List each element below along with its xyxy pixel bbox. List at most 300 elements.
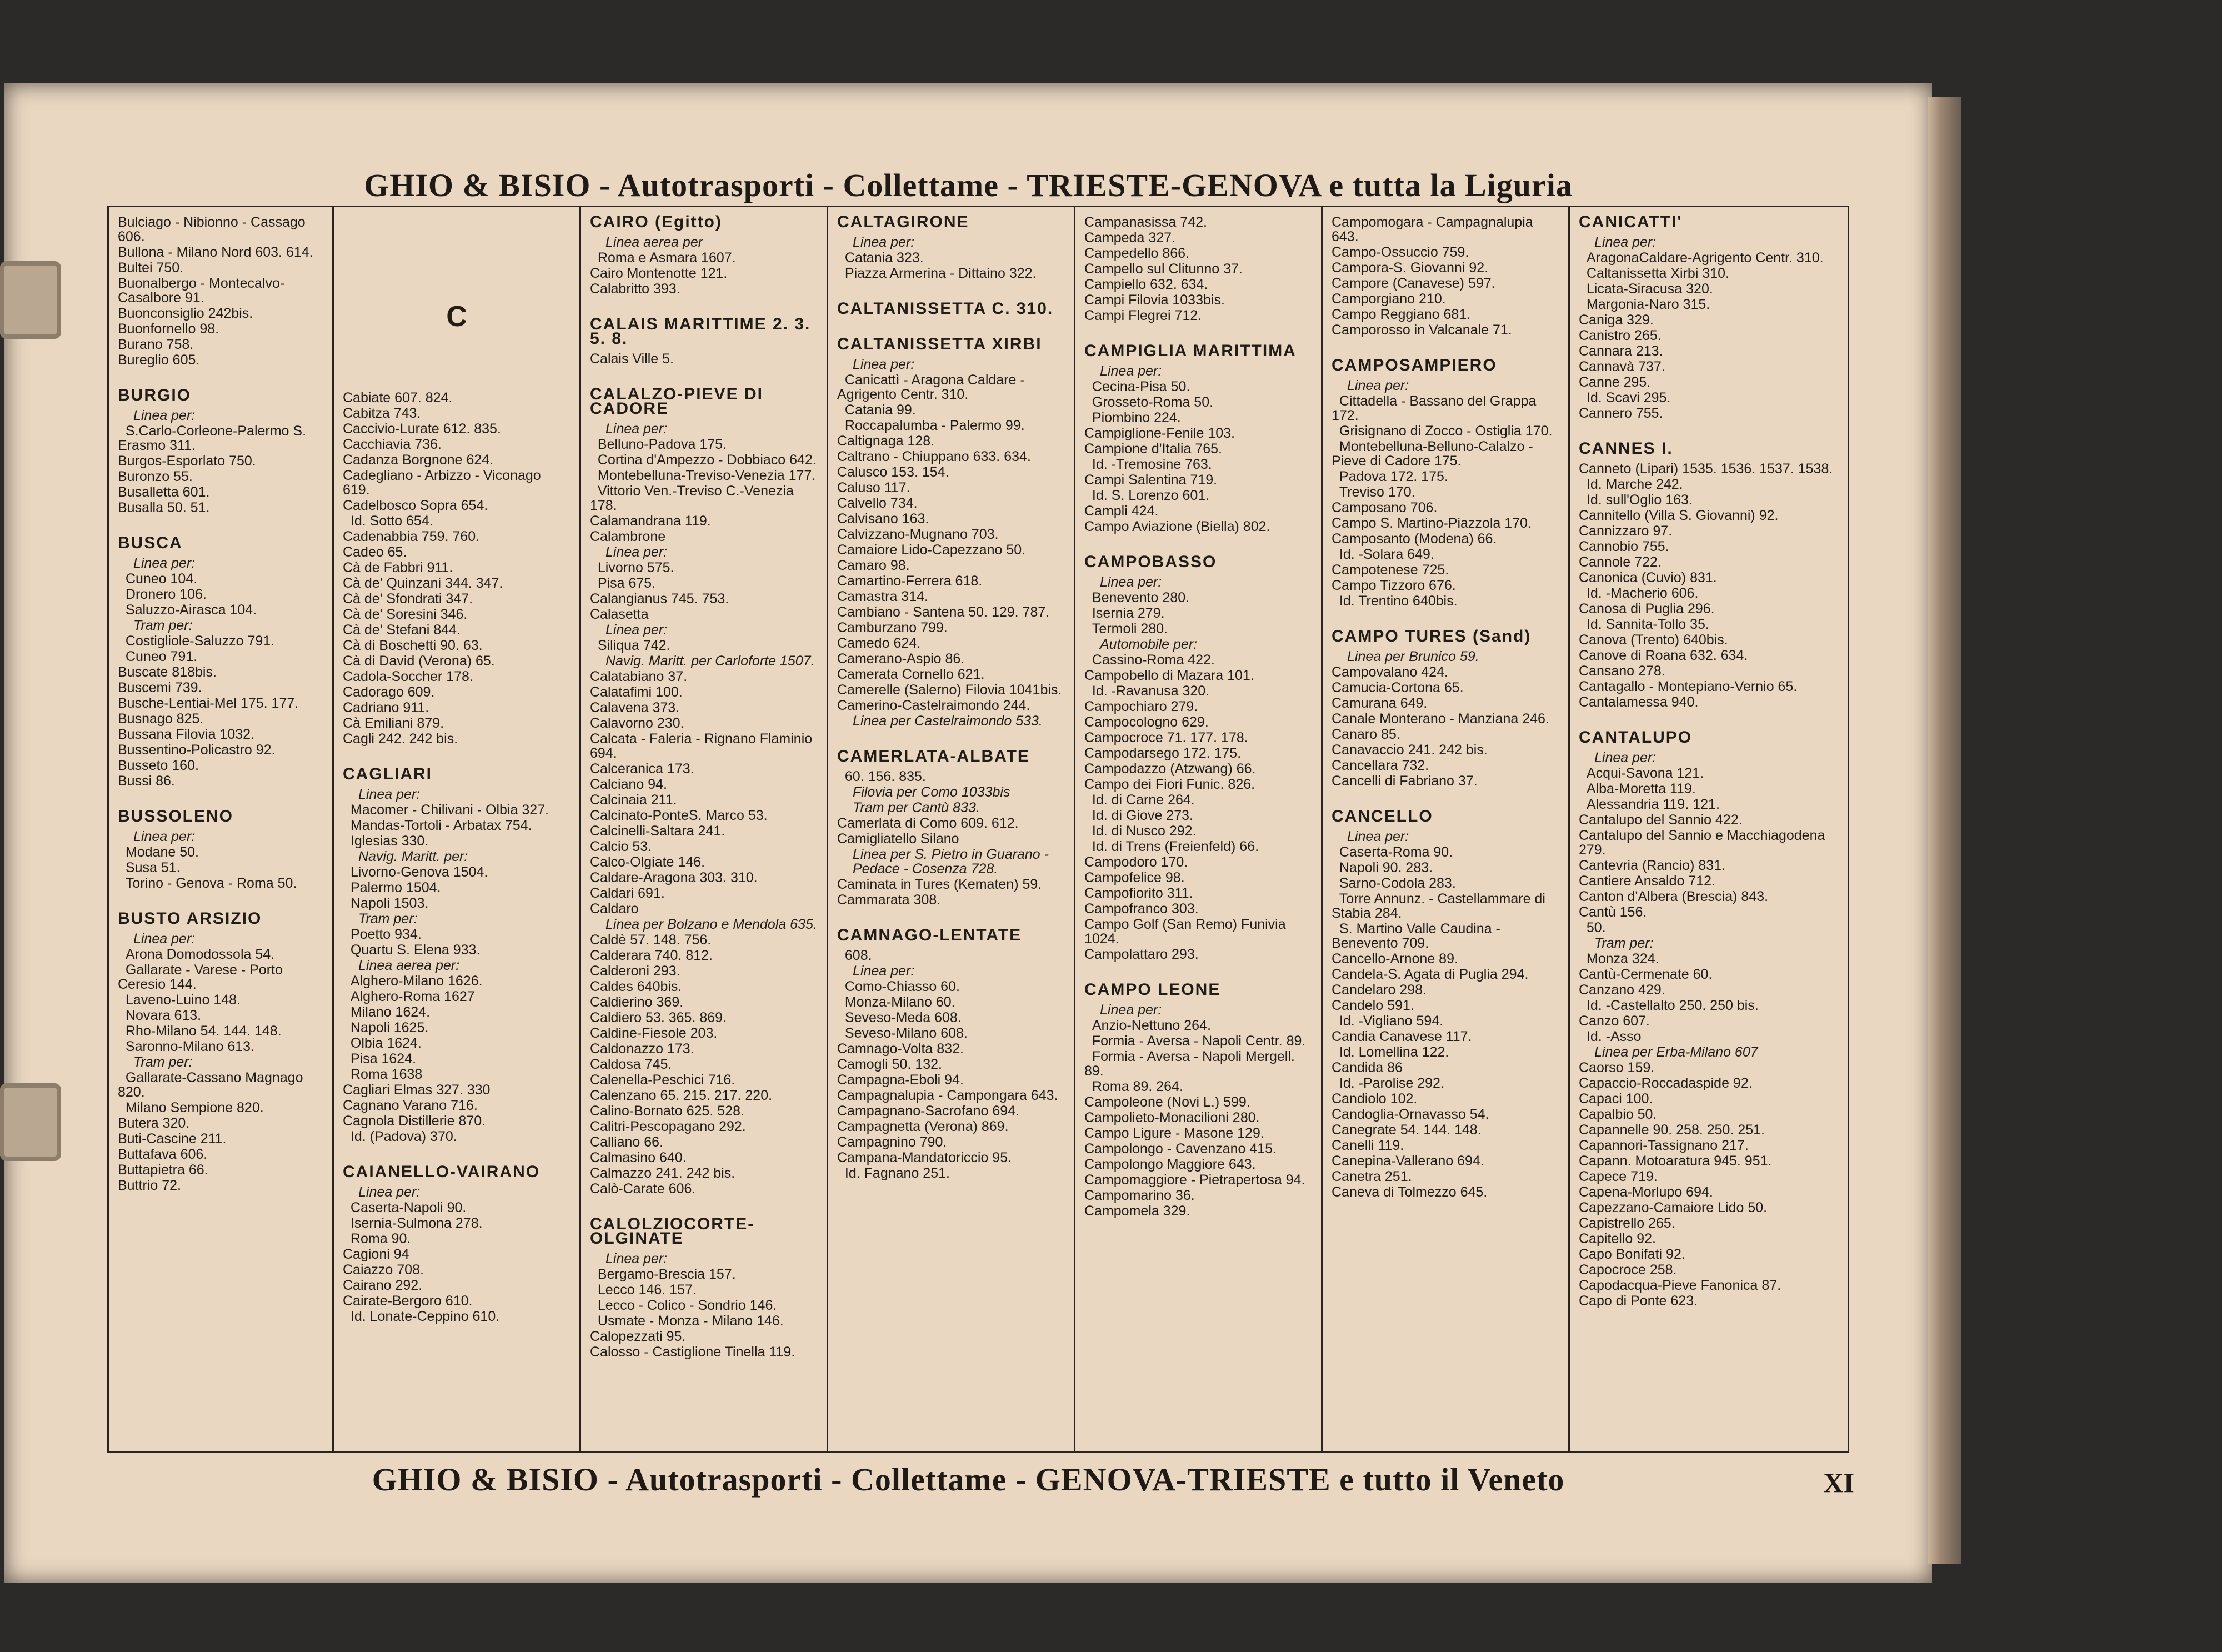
index-entry: Piombino 224. <box>1084 410 1181 425</box>
index-entry: Campocologno 629. <box>1084 714 1209 730</box>
section-heading: CANTALUPO <box>1579 728 1693 747</box>
index-entry: Campolongo Maggiore 643. <box>1084 1157 1256 1172</box>
index-entry: Campofiorito 311. <box>1084 885 1193 901</box>
index-entry: Benevento 280. <box>1084 590 1190 605</box>
line-label: Linea per: <box>1347 829 1409 844</box>
index-entry: Capistrello 265. <box>1579 1215 1675 1231</box>
index-entry: Id. Scavi 295. <box>1579 390 1671 406</box>
index-entry: Roma 90. <box>343 1231 411 1246</box>
index-entry: Caorso 159. <box>1579 1060 1655 1075</box>
index-entry: Canicattì - Aragona Caldare - Agrigento Centr. 310. <box>837 372 1028 402</box>
index-entry: Formia - Aversa - Napoli Mergell. 89. <box>1084 1049 1299 1079</box>
index-entry: Seveso-Milano 608. <box>837 1025 968 1041</box>
index-entry: Belluno-Padova 175. <box>590 437 727 452</box>
section-heading: CANICATTI' <box>1579 213 1683 231</box>
index-entry: Campomela 329. <box>1084 1203 1190 1219</box>
index-entry: Canegrate 54. 144. 148. <box>1332 1122 1482 1138</box>
index-entry: Campo Tizzoro 676. <box>1332 578 1456 593</box>
index-entry: Calò-Carate 606. <box>590 1181 696 1197</box>
index-entry: Cadenabbia 759. 760. <box>343 529 480 544</box>
index-entry: Camaiore Lido-Capezzano 50. <box>837 542 1026 558</box>
index-entry: Como-Chiasso 60. <box>837 979 960 994</box>
index-entry: Candelo 591. <box>1332 998 1414 1013</box>
page-stack-edge <box>1928 97 1961 1564</box>
index-entry: Campana-Mandatoriccio 95. <box>837 1150 1012 1165</box>
index-entry: Cà de' Sfondrati 347. <box>343 591 473 607</box>
index-entry: Torino - Genova - Roma 50. <box>118 875 297 891</box>
index-entry: Alba-Moretta 119. <box>1579 781 1696 797</box>
index-entry: Roccapalumba - Palermo 99. <box>837 418 1025 433</box>
line-label: Tram per: <box>1594 935 1654 951</box>
index-entry: Calamandrana 119. <box>590 513 711 529</box>
index-entry: Poetto 934. <box>343 927 422 942</box>
section-heading: CAMPIGLIA MARITTIMA <box>1084 342 1297 360</box>
section-heading: BURGIO <box>118 386 191 404</box>
index-entry: Campedello 866. <box>1084 246 1190 261</box>
index-entry: Cagioni 94 <box>343 1246 409 1262</box>
index-entry: Id. Marche 242. <box>1579 477 1683 492</box>
index-entry: Calasetta <box>590 607 649 622</box>
page-number: XI <box>1823 1467 1854 1498</box>
index-entry: Caltignaga 128. <box>837 433 935 449</box>
index-entry: Macomer - Chilivani - Olbia 327. <box>343 802 549 818</box>
index-entry: Laveno-Luino 148. <box>118 992 241 1008</box>
index-entry: Palermo 1504. <box>343 880 441 895</box>
index-entry: Cuneo 104. <box>118 571 198 587</box>
index-entry: Calcio 53. <box>590 839 652 854</box>
index-entry: Candela-S. Agata di Puglia 294. <box>1332 967 1529 982</box>
index-entry: Cortina d'Ampezzo - Dobbiaco 642. <box>590 452 817 468</box>
index-entry: Campochiaro 279. <box>1084 699 1198 714</box>
index-entry: Burgos-Esporlato 750. <box>118 453 256 469</box>
index-entry: Cagnola Distillerie 870. <box>343 1113 486 1129</box>
index-entry: Catania 323. <box>837 250 924 266</box>
index-entry: Quartu S. Elena 933. <box>343 942 481 958</box>
book-page <box>4 83 1932 1583</box>
index-entry: Lecco 146. 157. <box>590 1282 697 1298</box>
index-entry: Calcinaia 211. <box>590 792 677 808</box>
line-label: Linea per: <box>358 1184 421 1200</box>
index-entry: Cà de' Stefani 844. <box>343 622 461 638</box>
line-label: Linea per: <box>133 555 196 571</box>
index-entry: Cantù-Cermenate 60. <box>1579 967 1713 982</box>
index-entry: Busalletta 601. <box>118 484 210 500</box>
index-entry: Candoglia-Ornavasso 54. <box>1332 1107 1489 1122</box>
index-entry: Seveso-Meda 608. <box>837 1010 962 1025</box>
index-entry: Cantagallo - Montepiano-Vernio 65. <box>1579 679 1798 694</box>
index-entry: Milano 1624. <box>343 1004 431 1020</box>
index-entry: Caldè 57. 148. 756. <box>590 932 712 948</box>
index-entry: Id. -Vigliano 594. <box>1332 1013 1444 1029</box>
index-entry: Grosseto-Roma 50. <box>1084 394 1214 410</box>
index-entry: Canistro 265. <box>1579 328 1662 343</box>
index-entry: Cannero 755. <box>1579 406 1663 421</box>
index-entry: Cairate-Bergoro 610. <box>343 1293 473 1309</box>
index-entry: Caldari 691. <box>590 885 665 901</box>
index-entry: Candia Canavese 117. <box>1332 1029 1472 1044</box>
index-entry: Cà de Fabbri 911. <box>343 560 453 575</box>
index-entry: Gallarate - Varese - Porto Ceresio 144. <box>118 962 287 992</box>
index-entry: Isernia-Sulmona 278. <box>343 1215 483 1231</box>
index-entry: Costigliole-Saluzzo 791. <box>118 633 275 649</box>
index-entry: Calco-Olgiate 146. <box>590 854 705 870</box>
index-entry: Bergamo-Brescia 157. <box>590 1266 736 1282</box>
line-label: Filovia per Como 1033bis <box>853 784 1010 800</box>
index-entry: Camerata Cornello 621. <box>837 667 985 682</box>
index-column-5 <box>1075 207 1323 1451</box>
index-entry: Id. di Giove 273. <box>1084 808 1193 823</box>
index-entry: Dronero 106. <box>118 587 207 602</box>
index-entry: Campocroce 71. 177. 178. <box>1084 730 1248 745</box>
index-entry: Campello sul Clitunno 37. <box>1084 261 1243 277</box>
index-entry: S.Carlo-Corleone-Palermo S. Erasmo 311. <box>118 423 310 453</box>
index-entry: Anzio-Nettuno 264. <box>1084 1018 1211 1033</box>
index-entry: Canelli 119. <box>1332 1138 1404 1153</box>
running-header-bottom: GHIO & BISIO - Autotrasporti - Collettame - GENOVA-TRIESTE e tutto il Veneto <box>372 1461 1565 1498</box>
line-label: Linea per: <box>1594 750 1657 765</box>
index-entry: Cantiere Ansaldo 712. <box>1579 873 1716 889</box>
index-entry: Cammarata 308. <box>837 892 941 908</box>
index-entry: Rho-Milano 54. 144. 148. <box>118 1023 282 1039</box>
index-entry: Caldosa 745. <box>590 1057 672 1072</box>
index-entry: Mandas-Tortoli - Arbatax 754. <box>343 818 532 833</box>
section-heading: CALOLZIOCORTE-OLGINATE <box>590 1215 755 1248</box>
index-entry: Id. Sannita-Tollo 35. <box>1579 617 1709 632</box>
line-label: Linea per: <box>133 931 196 947</box>
index-entry: Camposano 706. <box>1332 500 1438 515</box>
index-entry: Campi Flegrei 712. <box>1084 308 1202 323</box>
index-entry: Cannara 213. <box>1579 343 1663 359</box>
index-entry: Caldine-Fiesole 203. <box>590 1025 718 1041</box>
index-entry: Calenzano 65. 215. 217. 220. <box>590 1088 773 1103</box>
index-entry: Busche-Lentiai-Mel 175. 177. <box>118 695 299 711</box>
index-entry: Camedo 624. <box>837 635 921 651</box>
index-entry: S. Martino Valle Caudina - Benevento 709. <box>1332 921 1504 951</box>
index-entry: Id. Trentino 640bis. <box>1332 593 1458 609</box>
index-entry: Id. di Trens (Freienfeld) 66. <box>1084 839 1259 854</box>
index-entry: Buonconsiglio 242bis. <box>118 306 253 321</box>
index-entry: 50. <box>1579 920 1606 935</box>
index-entry: Gallarate-Cassano Magnago 820. <box>118 1070 307 1100</box>
index-entry: Campo dei Fiori Funic. 826. <box>1084 777 1255 792</box>
section-heading: BUSSOLENO <box>118 807 234 825</box>
index-entry: Canosa di Puglia 296. <box>1579 601 1715 617</box>
index-entry: Cassino-Roma 422. <box>1084 652 1215 668</box>
section-heading: CAMPOBASSO <box>1084 553 1217 571</box>
index-entry: Canton d'Albera (Brescia) 843. <box>1579 889 1769 904</box>
index-entry: Canaro 85. <box>1332 727 1400 742</box>
index-entry: Usmate - Monza - Milano 146. <box>590 1313 784 1329</box>
section-heading: CALTANISSETTA XIRBI <box>837 335 1042 353</box>
index-entry: Id. -Parolise 292. <box>1332 1075 1444 1091</box>
line-label: Linea per: <box>1100 574 1162 590</box>
index-entry: Capo Bonifati 92. <box>1579 1246 1685 1262</box>
index-entry: Calino-Bornato 625. 528. <box>590 1103 744 1119</box>
line-label: Linea per: <box>1594 234 1657 250</box>
index-entry: Campo Golf (San Remo) Funivia 1024. <box>1084 917 1290 947</box>
section-heading: CAMERLATA-ALBATE <box>837 747 1030 765</box>
index-entry: Napoli 1503. <box>343 895 429 911</box>
index-entry: Campofranco 303. <box>1084 901 1199 917</box>
index-column-7 <box>1570 207 1848 1451</box>
index-entry: Candiolo 102. <box>1332 1091 1418 1107</box>
index-entry: Monza-Milano 60. <box>837 994 955 1010</box>
index-entry: Capaci 100. <box>1579 1091 1653 1107</box>
index-column-3 <box>581 207 828 1451</box>
line-label: Linea per: <box>605 421 668 437</box>
index-entry: Grisignano di Zocco - Ostiglia 170. <box>1332 423 1553 439</box>
index-entry: Calvisano 163. <box>837 511 929 527</box>
index-entry: Campolieto-Monacilioni 280. <box>1084 1110 1260 1125</box>
index-entry: Calangianus 745. 753. <box>590 591 729 607</box>
section-heading: CALAIS MARITTIME 2. 3. 5. 8. <box>590 315 811 348</box>
line-label: Linea per: <box>853 963 915 979</box>
index-entry: 60. 156. 835. <box>837 769 926 784</box>
index-entry: Capece 719. <box>1579 1169 1658 1184</box>
index-entry: Campobello di Mazara 101. <box>1084 668 1254 683</box>
index-entry: Buttrio 72. <box>118 1178 181 1193</box>
index-entry: Saronno-Milano 613. <box>118 1039 254 1054</box>
line-label: Linea per Erba-Milano 607 <box>1594 1044 1758 1060</box>
section-heading: CANCELLO <box>1332 807 1433 825</box>
index-entry: Cantù 156. <box>1579 904 1647 920</box>
index-entry: Cannitello (Villa S. Giovanni) 92. <box>1579 508 1779 523</box>
index-entry: Olbia 1624. <box>343 1035 422 1051</box>
index-entry: Caldierino 369. <box>590 994 684 1010</box>
index-entry: Calcinelli-Saltara 241. <box>590 823 725 839</box>
index-entry: Id. di Carne 264. <box>1084 792 1195 808</box>
index-entry: Cadola-Soccher 178. <box>343 669 473 684</box>
index-entry: Caltanissetta Xirbi 310. <box>1579 266 1729 281</box>
index-entry: Calais Ville 5. <box>590 351 674 367</box>
index-entry: Calavena 373. <box>590 700 680 715</box>
index-entry: Livorno 575. <box>590 560 674 575</box>
index-entry: Cairano 292. <box>343 1278 423 1293</box>
line-label: Linea aerea per: <box>358 958 460 973</box>
index-entry: Cuneo 791. <box>118 649 198 664</box>
index-entry: Cantevria (Rancio) 831. <box>1579 858 1726 873</box>
index-entry: Butera 320. <box>118 1115 190 1131</box>
index-entry: Vittorio Ven.-Treviso C.-Venezia 178. <box>590 483 798 513</box>
index-entry: Campagnano-Sacrofano 694. <box>837 1103 1020 1119</box>
index-entry: Margonia-Naro 315. <box>1579 297 1710 312</box>
index-entry: Treviso 170. <box>1332 484 1415 500</box>
index-entry: Cantalamessa 940. <box>1579 694 1699 710</box>
index-entry: Id. -Castellalto 250. 250 bis. <box>1579 998 1759 1013</box>
index-entry: Isernia 279. <box>1084 605 1165 621</box>
index-entry: Calcinato-PonteS. Marco 53. <box>590 808 768 823</box>
index-entry: Campomaggiore - Pietrapertosa 94. <box>1084 1172 1305 1188</box>
index-entry: Capitello 92. <box>1579 1231 1656 1246</box>
index-entry: Bureglio 605. <box>118 352 200 368</box>
index-entry: Calliano 66. <box>590 1134 664 1150</box>
index-entry: Camporosso in Valcanale 71. <box>1332 322 1512 338</box>
index-entry: Cadelbosco Sopra 654. <box>343 498 488 513</box>
index-entry: Camogli 50. 132. <box>837 1057 943 1072</box>
index-entry: Canneto (Lipari) 1535. 1536. 1537. 1538. <box>1579 461 1833 477</box>
index-entry: Campiglione-Fenile 103. <box>1084 425 1235 441</box>
index-entry: Id. -Macherio 606. <box>1579 585 1699 601</box>
index-entry: Napoli 90. 283. <box>1332 860 1433 875</box>
index-entry: Licata-Siracusa 320. <box>1579 281 1713 297</box>
index-entry: Campo Aviazione (Biella) 802. <box>1084 519 1270 534</box>
line-label: Tram per: <box>358 911 418 927</box>
section-heading: CAMPO TURES (Sand) <box>1332 627 1532 645</box>
index-entry: Capezzano-Camaiore Lido 50. <box>1579 1200 1768 1215</box>
index-entry: Campagna-Eboli 94. <box>837 1072 964 1088</box>
index-entry: Candida 86 <box>1332 1060 1403 1075</box>
line-label: Tram per: <box>133 1054 193 1070</box>
index-entry: Campli 424. <box>1084 503 1159 519</box>
index-entry: Id. -Ravanusa 320. <box>1084 683 1210 699</box>
index-entry: Canova (Trento) 640bis. <box>1579 632 1728 648</box>
index-entry: Pisa 675. <box>590 575 656 591</box>
index-entry: Id. (Padova) 370. <box>343 1129 457 1144</box>
index-entry: Capocroce 258. <box>1579 1262 1677 1278</box>
index-entry: Campotenese 725. <box>1332 562 1449 578</box>
index-entry: Saluzzo-Airasca 104. <box>118 602 257 618</box>
index-entry: Calciano 94. <box>590 777 667 792</box>
line-label: Automobile per: <box>1100 637 1198 652</box>
index-entry: Buonfornello 98. <box>118 321 219 337</box>
index-column-4 <box>828 207 1075 1451</box>
index-entry: Cadeo 65. <box>343 544 407 560</box>
line-label: Linea per: <box>1100 363 1162 379</box>
index-entry: Cecina-Pisa 50. <box>1084 379 1190 394</box>
line-label: Linea per: <box>605 622 668 638</box>
index-entry: Cabiate 607. 824. <box>343 390 453 406</box>
index-entry: Camerlata di Como 609. 612. <box>837 815 1019 831</box>
letter-divider: C <box>446 301 467 333</box>
index-entry: Lecco - Colico - Sondrio 146. <box>590 1298 777 1313</box>
index-entry: Calderara 740. 812. <box>590 948 713 963</box>
index-entry: Cadanza Borgnone 624. <box>343 452 494 468</box>
index-entry: Campagnetta (Verona) 869. <box>837 1119 1009 1134</box>
index-entry: Cancello-Arnone 89. <box>1332 951 1458 967</box>
index-column-6 <box>1323 207 1570 1451</box>
line-label: Linea per: <box>605 544 668 560</box>
index-entry: Roma 89. 264. <box>1084 1079 1183 1094</box>
index-entry: Id. -Asso <box>1579 1029 1642 1044</box>
index-entry: Acqui-Savona 121. <box>1579 765 1704 781</box>
section-heading: CAMPO LEONE <box>1084 980 1221 999</box>
index-entry: Campiello 632. 634. <box>1084 277 1208 292</box>
index-entry: Cà di Boschetti 90. 63. <box>343 638 483 653</box>
index-entry: Campeda 327. <box>1084 230 1176 246</box>
index-entry: Cà de' Soresini 346. <box>343 607 468 622</box>
section-heading: CALTAGIRONE <box>837 213 969 231</box>
index-entry: Id. di Nusco 292. <box>1084 823 1197 839</box>
index-entry: Campodarsego 172. 175. <box>1084 745 1242 761</box>
index-entry: Calosso - Castiglione Tinella 119. <box>590 1344 795 1360</box>
index-entry: Cannole 722. <box>1579 554 1662 570</box>
index-entry: Cadriano 911. <box>343 700 429 715</box>
index-entry: Cagnano Varano 716. <box>343 1098 478 1113</box>
index-entry: Calusco 153. 154. <box>837 464 949 480</box>
index-entry: Camerelle (Salerno) Filovia 1041bis. <box>837 682 1062 698</box>
index-entry: Caldes 640bis. <box>590 979 682 994</box>
index-entry: Alghero-Milano 1626. <box>343 973 483 989</box>
index-table <box>107 206 1849 1453</box>
index-entry: Calambrone <box>590 529 666 544</box>
index-entry: Calmasino 640. <box>590 1150 687 1165</box>
index-entry: Campore (Canavese) 597. <box>1332 276 1495 291</box>
index-entry: Cannavà 737. <box>1579 359 1665 374</box>
index-column-1 <box>109 207 334 1451</box>
index-entry: Caserta-Roma 90. <box>1332 844 1453 860</box>
index-entry: Camastra 314. <box>837 589 928 604</box>
index-entry: Camporgiano 210. <box>1332 291 1446 307</box>
index-entry: Busnago 825. <box>118 711 204 727</box>
index-entry: Camaro 98. <box>837 558 910 573</box>
index-entry: Cittadella - Bassano del Grappa 172. <box>1332 393 1540 423</box>
index-entry: Calceranica 173. <box>590 761 694 777</box>
index-entry: Capannelle 90. 258. 250. 251. <box>1579 1122 1765 1138</box>
section-heading: BUSCA <box>118 534 183 552</box>
index-entry: Candelaro 298. <box>1332 982 1427 998</box>
index-entry: Id. -Solara 649. <box>1332 547 1434 562</box>
index-entry: Capaccio-Roccadaspide 92. <box>1579 1075 1753 1091</box>
index-entry: Campodazzo (Atzwang) 66. <box>1084 761 1256 777</box>
line-label: Navig. Maritt. per: <box>358 849 468 864</box>
index-entry: Capalbio 50. <box>1579 1107 1657 1122</box>
index-entry: Cadegliano - Arbizzo - Viconago 619. <box>343 468 545 498</box>
line-label: Linea per: <box>1100 1002 1162 1018</box>
index-entry: Caldaro <box>590 901 639 917</box>
index-entry: Catania 99. <box>837 402 916 418</box>
index-entry: Capodacqua-Pieve Fanonica 87. <box>1579 1278 1781 1293</box>
index-entry: Camucia-Cortona 65. <box>1332 680 1464 695</box>
index-entry: Campolongo - Cavenzano 415. <box>1084 1141 1277 1157</box>
index-entry: Camerano-Aspio 86. <box>837 651 965 667</box>
index-entry: Canetra 251. <box>1332 1169 1412 1184</box>
index-entry: Bultei 750. <box>118 260 184 276</box>
index-entry: Piazza Armerina - Dittaino 322. <box>837 266 1037 281</box>
line-label: Linea per Castelraimondo 533. <box>853 713 1043 729</box>
section-heading: CANNES I. <box>1579 439 1673 458</box>
index-entry: Calenella-Peschici 716. <box>590 1072 735 1088</box>
index-entry: Cansano 278. <box>1579 663 1665 679</box>
index-entry: Siliqua 742. <box>590 638 670 653</box>
index-entry: Caiazzo 708. <box>343 1262 424 1278</box>
index-entry: Buronzo 55. <box>118 469 193 484</box>
index-entry: Cancelli di Fabriano 37. <box>1332 773 1478 789</box>
section-heading: CAIRO (Egitto) <box>590 213 722 231</box>
index-entry: Calopezzati 95. <box>590 1329 686 1344</box>
index-column-2 <box>334 207 581 1451</box>
binding-clip <box>0 1083 61 1161</box>
index-entry: Cà di David (Verona) 65. <box>343 653 495 669</box>
index-entry: Calmazzo 241. 242 bis. <box>590 1165 735 1181</box>
index-entry: Campagnalupia - Campongara 643. <box>837 1088 1058 1103</box>
index-entry: Susa 51. <box>118 860 181 875</box>
line-label: Linea aerea per <box>605 234 703 250</box>
index-entry: Cà Emiliani 879. <box>343 715 444 731</box>
index-entry: Campo-Ossuccio 759. <box>1332 244 1469 260</box>
index-entry: Calderoni 293. <box>590 963 680 979</box>
index-entry: Roma e Asmara 1607. <box>590 250 736 266</box>
index-entry: Cabitza 743. <box>343 406 421 421</box>
index-entry: Buscemi 739. <box>118 680 202 695</box>
index-entry: Burano 758. <box>118 337 194 352</box>
index-entry: Bussi 86. <box>118 773 175 789</box>
index-entry: Camigliatello Silano <box>837 831 959 847</box>
line-label: Linea per: <box>1347 378 1409 393</box>
line-label: Linea per: <box>853 357 915 372</box>
index-entry: Canzo 607. <box>1579 1013 1650 1029</box>
index-entry: Id. -Tremosine 763. <box>1084 457 1212 472</box>
index-entry: Buttapietra 66. <box>118 1162 208 1178</box>
